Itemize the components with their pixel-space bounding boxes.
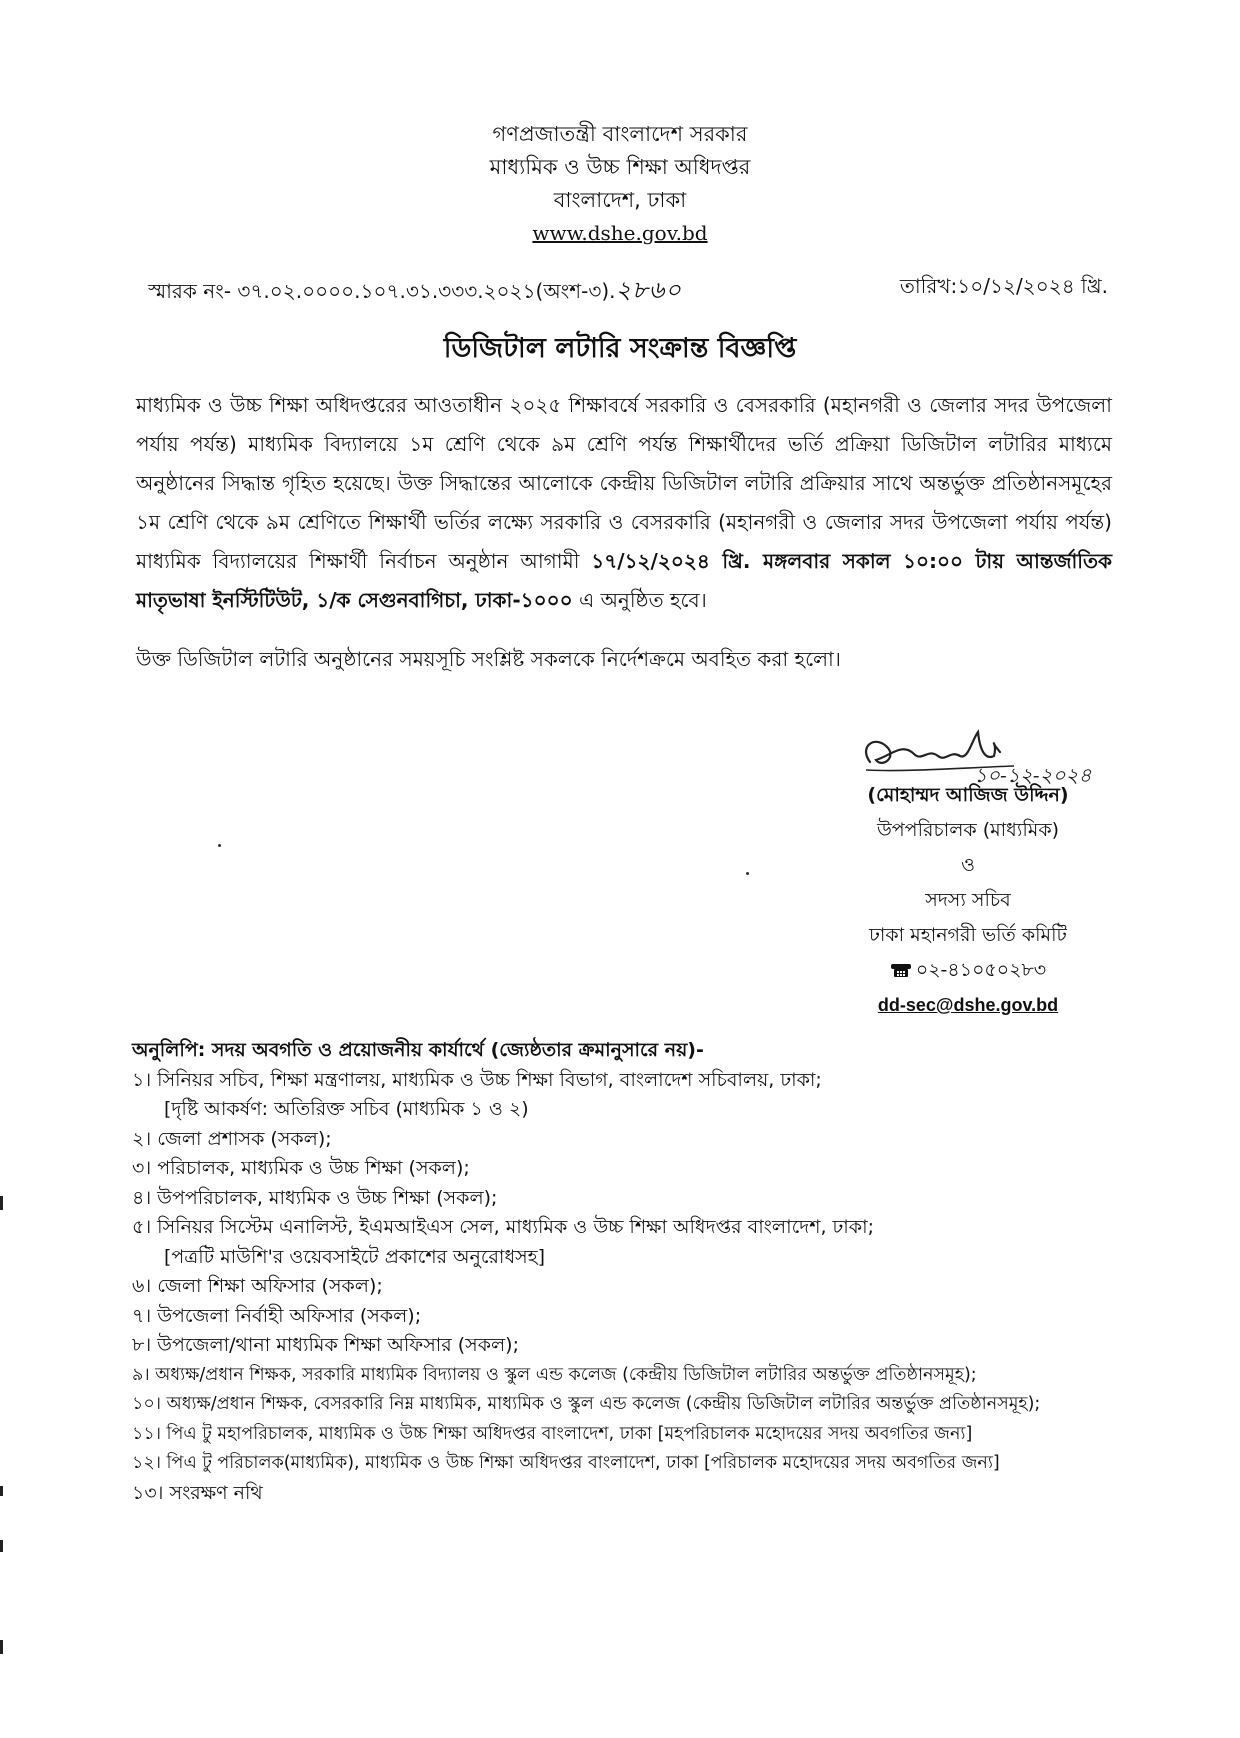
- list-item: ৪। উপপরিচালক, মাধ্যমিক ও উচ্চ শিক্ষা (সকল);: [132, 1186, 498, 1209]
- department-name: মাধ্যমিক ও উচ্চ শিক্ষা অধিদপ্তর: [489, 155, 751, 179]
- scan-edge-mark: [0, 1540, 3, 1552]
- phone-number: ০২-৪১০৫০২৮৩: [915, 959, 1047, 981]
- letterhead: [0, 118, 1240, 250]
- signature-mark: [818, 712, 1118, 784]
- memo-date: তারিখ:১০/১২/২০২৪ খ্রি.: [899, 274, 1108, 298]
- list-item-note: [দৃষ্টি আকর্ষণ: অতিরিক্ত সচিব (মাধ্যমিক ১ ও ২): [164, 1098, 529, 1120]
- list-item-note: [পত্রটি মাউশি'র ওয়েবসাইটে প্রকাশের অনুরোধসহ]: [164, 1245, 546, 1268]
- website-link[interactable]: www.dshe.gov.bd: [532, 221, 708, 245]
- list-item: ৯। অধ্যক্ষ/প্রধান শিক্ষক, সরকারি মাধ্যমিক বিদ্যালয় ও স্কুল এন্ড কলেজ (কেন্দ্রীয় ডিজিটাল লটারির অন্তর্ভুক্ত প্রতিষ্ঠানসমূহ);: [132, 1364, 977, 1385]
- body-paragraph-2: উক্ত ডিজিটাল লটারি অনুষ্ঠানের সময়সূচি সংশ্লিষ্ট সকলকে নির্দেশক্রমে অবহিত করা হলো।: [136, 647, 841, 671]
- list-item: ১১। পিএ টু মহাপরিচালক, মাধ্যমিক ও উচ্চ শিক্ষা অধিদপ্তর বাংলাদেশ, ঢাকা [মহপরিচালক মহোদয়ের সদয় অবগতির জন্য]: [132, 1423, 973, 1444]
- signatory-details: [818, 778, 1118, 1023]
- signatory-role: সদস্য সচিব: [925, 889, 1011, 911]
- signatory-designation: উপপরিচালক (মাধ্যমিক): [876, 819, 1060, 841]
- signatory-phone: [818, 953, 1118, 988]
- body-paragraph-1-text: মাধ্যমিক ও উচ্চ শিক্ষা অধিদপ্তরের আওতাধীন ২০২৫ শিক্ষাবর্ষে সরকারি ও বেসরকারি (মহানগরী ও জেলার সদর উপজেলা পর্যায় পর্যন্ত) মাধ্যমিক বিদ্যালয়ে ১ম শ্রেণি থেকে ৯ম শ্রেণি পর্যন্ত শিক্ষার্থীদের ভর্তি প্রক্রিয়া ডিজিটাল লটারির মাধ্যমে অনুষ্ঠানের সিদ্ধান্ত গৃহিত হয়েছে। উক্ত সিদ্ধান্তের আলোকে কেন্দ্রীয় ডিজিটাল লটারি প্রক্রিয়ার সাথে অন্তর্ভুক্ত প্রতিষ্ঠানসমূহের ১ম শ্রেণি থেকে ৯ম শ্রেণিতে শিক্ষার্থী ভর্তির লক্ষ্যে সরকারি ও বেসরকারি (মহানগরী ও জেলার সদর উপজেলা পর্যায় পর্যন্ত) মাধ্যমিক বিদ্যালয়ের শিক্ষার্থী নির্বাচন অনুষ্ঠান আগামী: [136, 393, 1112, 573]
- telephone-icon: [890, 962, 912, 978]
- body-paragraph-1-end: এ অনুষ্ঠিত হবে।: [572, 588, 707, 612]
- notice-body: [136, 386, 1112, 679]
- event-details: ১৭/১২/২০২৪ খ্রি. মঙ্গলবার সকাল ১০:০০ টায় আন্তর্জাতিক মাতৃভাষা ইনস্টিটিউট, ১/ক সেগুনবাগিচা, ঢাকা-১০০০: [136, 549, 1112, 612]
- scan-speck: [218, 844, 221, 847]
- list-item: ৭। উপজেলা নির্বাহী অফিসার (সকল);: [132, 1304, 422, 1327]
- signatory-name: (মোহাম্মদ আজিজ উদ্দিন): [867, 784, 1069, 806]
- memo-number-text: স্মারক নং- ৩৭.০২.০০০০.১০৭.৩১.৩৩৩.২০২১(অংশ-৩).: [148, 279, 616, 303]
- list-item: ৫। সিনিয়র সিস্টেম এনালিস্ট, ইএমআইএস সেল, মাধ্যমিক ও উচ্চ শিক্ষা অধিদপ্তর বাংলাদেশ, ঢাকা;: [132, 1216, 874, 1238]
- scan-edge-mark: [0, 1640, 3, 1654]
- list-item: ২। জেলা প্রশাসক (সকল);: [132, 1127, 332, 1150]
- distribution-list: [132, 1036, 1122, 1508]
- memo-number-handwritten: ২৮৬০: [615, 276, 682, 304]
- signature-date: ১০-১২-২০২৪: [974, 763, 1092, 784]
- scan-edge-mark: [0, 1196, 3, 1210]
- list-item: ১৩। সংরক্ষণ নথি: [132, 1481, 263, 1504]
- list-item: ১২। পিএ টু পরিচালক(মাধ্যমিক), মাধ্যমিক ও উচ্চ শিক্ষা অধিদপ্তর বাংলাদেশ, ঢাকা [পরিচালক মহোদয়ের সদয় অবগতির জন্য]: [132, 1453, 1000, 1473]
- scan-edge-mark: [0, 1486, 3, 1496]
- list-item: ৮। উপজেলা/থানা মাধ্যমিক শিক্ষা অফিসার (সকল);: [132, 1334, 519, 1356]
- location: বাংলাদেশ, ঢাকা: [553, 188, 687, 212]
- list-item: ৬। জেলা শিক্ষা অফিসার (সকল);: [132, 1275, 383, 1297]
- list-item: ১। সিনিয়র সচিব, শিক্ষা মন্ত্রণালয়, মাধ্যমিক ও উচ্চ শিক্ষা বিভাগ, বাংলাদেশ সচিবালয়, ঢাকা;: [132, 1068, 822, 1091]
- scan-speck: [746, 872, 749, 875]
- distribution-title: অনুলিপি: সদয় অবগতি ও প্রয়োজনীয় কার্যার্থে (জ্যেষ্ঠতার ক্রমানুসারে নয়)-: [132, 1039, 704, 1061]
- body-paragraph-1: [136, 386, 1112, 620]
- list-item: ৩। পরিচালক, মাধ্যমিক ও উচ্চ শিক্ষা (সকল);: [132, 1157, 470, 1179]
- signatory-committee: ঢাকা মহানগরী ভর্তি কমিটি: [869, 924, 1067, 946]
- notice-title: ডিজিটাল লটারি সংক্রান্ত বিজ্ঞপ্তি: [443, 333, 797, 364]
- government-name: গণপ্রজাতন্ত্রী বাংলাদেশ সরকার: [492, 122, 748, 146]
- email-link[interactable]: dd-sec@dshe.gov.bd: [877, 995, 1059, 1015]
- signatory-conjunction: ও: [961, 854, 975, 876]
- list-item: ১০। অধ্যক্ষ/প্রধান শিক্ষক, বেসরকারি নিম্ন মাধ্যমিক, মাধ্যমিক ও স্কুল এন্ড কলেজ (কেন্দ্রীয় ডিজিটাল লটারির অন্তর্ভুক্ত প্রতিষ্ঠানসমূহ);: [132, 1394, 1041, 1414]
- memo-number: [148, 272, 682, 312]
